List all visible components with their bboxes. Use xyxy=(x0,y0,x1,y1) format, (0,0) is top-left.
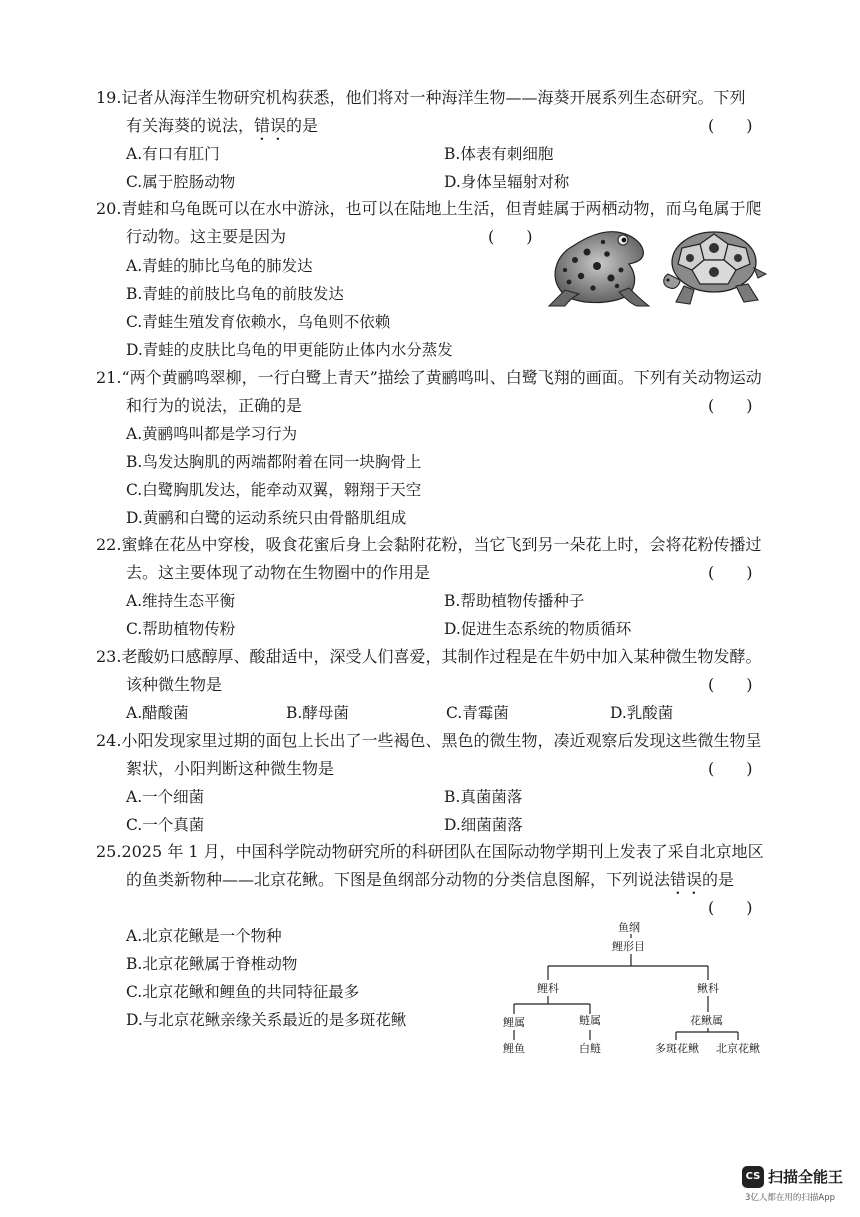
question-20-option-c[interactable]: C.青蛙生殖发育依赖水，乌龟则不依赖 xyxy=(126,313,391,331)
question-22-option-c[interactable]: C.帮助植物传粉 xyxy=(126,620,236,638)
tree-node-species-beijing-loach: 北京花鳅 xyxy=(716,1042,760,1055)
question-20-stem-line-2: 行动物。这主要是因为 xyxy=(126,227,287,246)
question-23-option-d[interactable]: D.乳酸菌 xyxy=(610,704,674,722)
question-22-stem-line-2: 去。这主要体现了动物在生物圈中的作用是 xyxy=(126,563,431,582)
question-21-option-a[interactable]: A.黄鹂鸣叫都是学习行为 xyxy=(126,425,298,443)
question-24-option-b[interactable]: B.真菌菌落 xyxy=(444,788,523,806)
question-19-option-a[interactable]: A.有口有肛门 xyxy=(126,145,220,163)
question-20-stem-line-1: 20.青蛙和乌龟既可以在水中游泳，也可以在陆地上生活，但青蛙属于两栖动物，而乌龟属于爬 xyxy=(96,199,762,218)
question-21-option-c[interactable]: C.白鹭胸肌发达，能牵动双翼，翱翔于天空 xyxy=(126,481,422,499)
question-21-answer-blank[interactable]: ( ) xyxy=(708,396,753,415)
tree-node-family-carp: 鲤科 xyxy=(537,982,559,995)
question-25-option-a[interactable]: A.北京花鳅是一个物种 xyxy=(126,927,282,945)
question-25-emphasis: 错误 xyxy=(670,870,703,889)
question-23-answer-blank[interactable]: ( ) xyxy=(708,675,753,694)
watermark-app-name: 扫描全能王 xyxy=(768,1168,844,1186)
question-24-option-d[interactable]: D.细菌菌落 xyxy=(444,816,523,834)
question-22-option-a[interactable]: A.维持生态平衡 xyxy=(126,592,236,610)
question-19-emphasis: 错误 xyxy=(254,116,287,135)
question-22-option-d[interactable]: D.促进生态系统的物质循环 xyxy=(444,620,632,638)
tree-node-species-multi-spotted-loach: 多斑花鳅 xyxy=(655,1042,699,1055)
tree-node-genus-cobitis: 花鳅属 xyxy=(690,1014,723,1027)
watermark-tagline: 3亿人都在用的扫描App xyxy=(745,1193,836,1203)
question-25-option-d[interactable]: D.与北京花鳅亲缘关系最近的是多斑花鳅 xyxy=(126,1011,407,1029)
question-23-stem-line-2: 该种微生物是 xyxy=(126,675,223,694)
question-24-stem-line-2: 絮状，小阳判断这种微生物是 xyxy=(126,759,335,778)
camscanner-logo-icon: CS xyxy=(742,1166,764,1188)
tree-node-order: 鲤形目 xyxy=(612,940,645,953)
question-19-stem-line-2 xyxy=(126,116,318,144)
turtle-illustration xyxy=(662,224,770,310)
tree-node-genus-silver-carp: 鲢属 xyxy=(579,1014,601,1027)
frog-illustration xyxy=(545,226,657,310)
question-21-option-d[interactable]: D.黄鹂和白鹭的运动系统只由骨骼肌组成 xyxy=(126,509,407,527)
question-23-stem-line-1: 23.老酸奶口感醇厚、酸甜适中，深受人们喜爱，其制作过程是在牛奶中加入某种微生物发酵。 xyxy=(96,647,762,666)
question-25-answer-blank[interactable]: ( ) xyxy=(708,898,753,917)
question-23-option-c[interactable]: C.青霉菌 xyxy=(446,704,509,722)
question-24-stem-line-1: 24.小阳发现家里过期的面包上长出了一些褐色、黑色的微生物，凑近观察后发现这些微生物呈 xyxy=(96,731,762,750)
question-20-option-d[interactable]: D.青蛙的皮肤比乌龟的甲更能防止体内水分蒸发 xyxy=(126,341,453,359)
question-23-option-a[interactable]: A.醋酸菌 xyxy=(126,704,189,722)
question-19-option-b[interactable]: B.体表有刺细胞 xyxy=(444,145,554,163)
question-25-stem-line-1: 25.2025 年 1 月，中国科学院动物研究所的科研团队在国际动物学期刊上发表了采自北京地区 xyxy=(96,842,764,861)
question-24-option-a[interactable]: A.一个细菌 xyxy=(126,788,205,806)
question-24-option-c[interactable]: C.一个真菌 xyxy=(126,816,205,834)
question-20-answer-blank[interactable]: ( ) xyxy=(488,227,533,246)
question-21-option-b[interactable]: B.鸟发达胸肌的两端都附着在同一块胸骨上 xyxy=(126,453,422,471)
question-25-stem-line-2 xyxy=(126,870,734,898)
question-22-answer-blank[interactable]: ( ) xyxy=(708,563,753,582)
question-19-stem-end: 的是 xyxy=(286,116,319,135)
question-19-stem-text: 有关海葵的说法， xyxy=(126,116,255,135)
question-24-answer-blank[interactable]: ( ) xyxy=(708,759,753,778)
question-20-option-b[interactable]: B.青蛙的前肢比乌龟的前肢发达 xyxy=(126,285,344,303)
tree-node-species-common-carp: 鲤鱼 xyxy=(503,1042,525,1055)
tree-node-genus-cyprinus: 鲤属 xyxy=(503,1016,525,1029)
question-19-option-c[interactable]: C.属于腔肠动物 xyxy=(126,173,236,191)
tree-node-species-silver-carp: 白鲢 xyxy=(579,1042,601,1055)
question-25-stem-text: 的鱼类新物种——北京花鳅。下图是鱼纲部分动物的分类信息图解，下列说法 xyxy=(126,870,671,889)
question-19-stem-line-1: 19.记者从海洋生物研究机构获悉，他们将对一种海洋生物——海葵开展系列生态研究。下列 xyxy=(96,88,746,107)
question-22-stem-line-1: 22.蜜蜂在花丛中穿梭，吸食花蜜后身上会黏附花粉，当它飞到另一朵花上时，会将花粉传播过 xyxy=(96,535,762,554)
question-25-stem-end: 的是 xyxy=(702,870,735,889)
question-20-option-a[interactable]: A.青蛙的肺比乌龟的肺发达 xyxy=(126,257,313,275)
question-25-option-b[interactable]: B.北京花鳅属于脊椎动物 xyxy=(126,955,298,973)
question-19-answer-blank[interactable]: ( ) xyxy=(708,116,753,135)
tree-node-family-loach: 鳅科 xyxy=(697,982,719,995)
question-21-stem-line-2: 和行为的说法，正确的是 xyxy=(126,396,303,415)
question-21-stem-line-1: 21.“两个黄鹂鸣翠柳，一行白鹭上青天”描绘了黄鹂鸣叫、白鹭飞翔的画面。下列有关动物运动 xyxy=(96,368,762,387)
question-22-option-b[interactable]: B.帮助植物传播种子 xyxy=(444,592,585,610)
tree-node-class: 鱼纲 xyxy=(618,921,640,934)
question-25-option-c[interactable]: C.北京花鳅和鲤鱼的共同特征最多 xyxy=(126,983,360,1001)
question-19-option-d[interactable]: D.身体呈辐射对称 xyxy=(444,173,570,191)
question-23-option-b[interactable]: B.酵母菌 xyxy=(286,704,349,722)
